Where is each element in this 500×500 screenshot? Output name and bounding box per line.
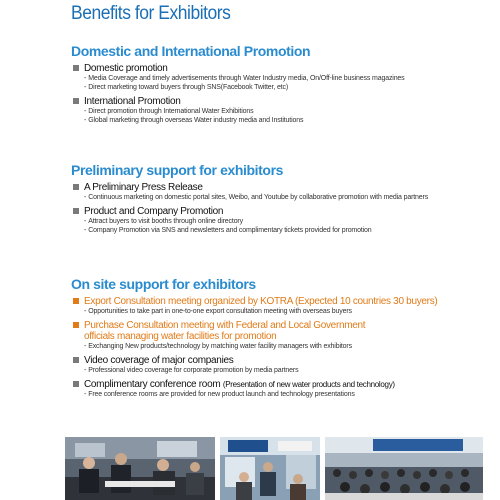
- item-preliminary-press-release: [71, 182, 481, 202]
- square-bullet-icon: [73, 65, 79, 71]
- page-title: Benefits for Exhibitors: [71, 3, 231, 24]
- item-export-consultation: [71, 296, 481, 316]
- item-title: Export Consultation meeting organized by KOTRA (Expected 10 countries 30 buyers): [84, 296, 438, 307]
- section-heading: Preliminary support for exhibitors: [71, 162, 283, 178]
- item-title: International Promotion: [84, 96, 181, 107]
- square-bullet-icon: [73, 357, 79, 363]
- item-detail-line: - Opportunities to take part in one-to-one export consultation meeting with overseas buyers: [84, 308, 352, 315]
- item-detail-line: - Global marketing through overseas Water industry media and Institutions: [84, 117, 304, 124]
- item-detail-line: - Exchanging New products/technology by matching water facility managers with exhibitors: [84, 343, 352, 350]
- item-detail-line: - Free conference rooms are provided for new product launch and technology presentations: [84, 391, 355, 398]
- section-preliminary-support: [71, 162, 481, 239]
- item-detail-line: - Attract buyers to visit booths through online directory: [84, 218, 243, 225]
- section-heading: On site support for exhibitors: [71, 276, 256, 292]
- item-domestic-promotion: [71, 63, 481, 92]
- item-title: Product and Company Promotion: [84, 206, 224, 217]
- item-title: Complimentary conference room: [84, 379, 221, 390]
- item-detail-line: - Professional video coverage for corporate promotion by media partners: [84, 367, 299, 374]
- item-detail-line: - Continuous marketing on domestic portal sites, Weibo, and Youtube by collaborative promotion with media partners: [84, 194, 429, 201]
- photo-exhibition-booth: [220, 437, 320, 500]
- photo-conference-hall: [325, 437, 483, 500]
- item-title: A Preliminary Press Release: [84, 182, 203, 193]
- square-bullet-icon: [73, 184, 79, 190]
- section-on-site-support: [71, 276, 481, 403]
- section-heading: Domestic and International Promotion: [71, 43, 311, 59]
- item-video-coverage: [71, 355, 481, 375]
- square-bullet-icon: [73, 322, 79, 328]
- photo-strip: [65, 437, 483, 500]
- item-title: Domestic promotion: [84, 63, 168, 74]
- item-conference-room: [71, 379, 481, 399]
- square-bullet-icon: [73, 298, 79, 304]
- item-title: Video coverage of major companies: [84, 355, 234, 366]
- item-purchase-consultation: [71, 320, 481, 351]
- square-bullet-icon: [73, 381, 79, 387]
- section-domestic-international-promotion: [71, 43, 481, 129]
- item-detail-line: - Direct marketing toward buyers through SNS(Facebook Twitter, etc): [84, 84, 289, 91]
- item-detail-line: - Direct promotion through International Water Exhibitions: [84, 108, 254, 115]
- item-detail-line: - Media Coverage and timely advertisements through Water Industry media, On/Off-line business magazines: [84, 75, 405, 82]
- item-title-note: (Presentation of new water products and technology): [222, 380, 395, 389]
- photo-business-meeting: [65, 437, 215, 500]
- item-detail-line: - Company Promotion via SNS and newsletters and complimentary tickets provided for promotion: [84, 227, 372, 234]
- square-bullet-icon: [73, 208, 79, 214]
- item-product-company-promotion: [71, 206, 481, 235]
- item-international-promotion: [71, 96, 481, 125]
- square-bullet-icon: [73, 98, 79, 104]
- item-title: Purchase Consultation meeting with Federal and Local Government officials managing water facilities for promotion: [84, 320, 366, 342]
